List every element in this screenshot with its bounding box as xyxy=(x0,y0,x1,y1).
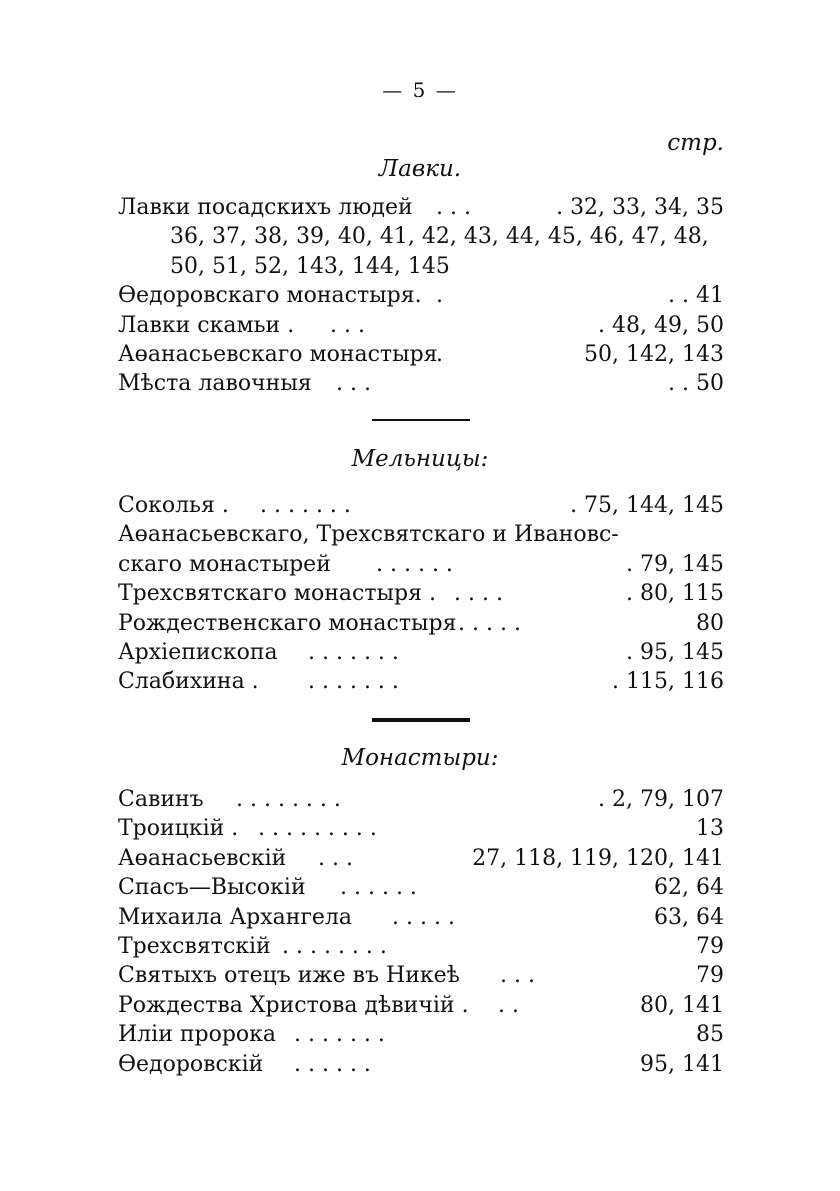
entry-pages: . . 50 xyxy=(668,371,724,397)
entry-pages: 80 xyxy=(696,610,724,636)
section-heading-mills: Мельницы: xyxy=(351,446,489,472)
list-item xyxy=(118,844,724,873)
list-item xyxy=(118,873,724,902)
entry-pages: . 95, 145 xyxy=(626,639,724,665)
section-divider xyxy=(372,718,470,722)
leader-dots: . . . . . . xyxy=(376,551,453,577)
entry-name: Рождества Христова дѣвичій . xyxy=(118,992,469,1018)
leader-dots: . . . xyxy=(500,963,535,989)
list-item xyxy=(118,667,724,696)
leader-dots: . . . xyxy=(318,845,353,871)
page-number: — 5 — xyxy=(382,78,458,102)
list-item xyxy=(118,638,724,667)
list-item xyxy=(118,932,724,961)
entry-pages: 79 xyxy=(696,963,724,989)
section-list-mills xyxy=(118,491,724,697)
entry-pages-continued: 50, 51, 52, 143, 144, 145 xyxy=(170,253,450,279)
entry-name: Лавки посадскихъ людей xyxy=(118,195,413,220)
leader-dots: . xyxy=(436,341,443,367)
entry-pages-continued: 36, 37, 38, 39, 40, 41, 42, 43, 44, 45, 46, 47, 48, xyxy=(170,224,709,250)
entry-name: Трехсвятскій xyxy=(118,933,271,959)
entry-pages: 85 xyxy=(696,1022,724,1048)
leader-dots: . . . xyxy=(330,312,365,338)
leader-dots: . . . . . . . . xyxy=(282,933,387,959)
entry-pages: . . 41 xyxy=(668,283,724,309)
entry-pages: 95, 141 xyxy=(640,1051,724,1077)
list-item xyxy=(118,520,724,549)
leader-dots: . . . xyxy=(336,371,371,397)
leader-dots: . . . . . . xyxy=(294,1051,371,1077)
entry-name: Трехсвятскаго монастыря . xyxy=(118,581,436,607)
list-item xyxy=(118,579,724,608)
list-item xyxy=(118,252,724,281)
leader-dots: . . . . . xyxy=(458,610,521,636)
entry-name: скаго монастырей xyxy=(118,551,331,577)
entry-pages: . 79, 145 xyxy=(626,551,724,577)
list-item xyxy=(118,991,724,1020)
leader-dots: . . . . . . . xyxy=(308,639,399,665)
section-heading-shops: Лавки. xyxy=(378,156,462,182)
entry-pages: . 115, 116 xyxy=(612,669,724,695)
entry-pages: 79 xyxy=(696,933,724,959)
entry-pages: . 2, 79, 107 xyxy=(598,787,724,812)
entry-pages: 27, 118, 119, 120, 141 xyxy=(472,845,724,871)
list-item xyxy=(118,1050,724,1079)
leader-dots: . . . . . . xyxy=(340,875,417,901)
list-item xyxy=(118,609,724,638)
list-item xyxy=(118,1020,724,1049)
leader-dots: . . . . . . . xyxy=(308,669,399,695)
entry-name: Святыхъ отецъ иже въ Никеѣ xyxy=(118,963,460,989)
entry-name: Спасъ—Высокій xyxy=(118,875,306,901)
leader-dots: . xyxy=(436,283,443,309)
list-item xyxy=(118,222,724,251)
entry-pages: . 80, 115 xyxy=(626,581,724,607)
list-item xyxy=(118,491,724,520)
entry-pages: . 48, 49, 50 xyxy=(598,312,724,338)
entry-pages: 13 xyxy=(696,816,724,842)
leader-dots: . . . . . . . . xyxy=(236,787,341,812)
list-item xyxy=(118,340,724,369)
leader-dots: . . . . xyxy=(454,581,503,607)
entry-pages: 63, 64 xyxy=(654,904,724,930)
entry-pages: 80, 141 xyxy=(640,992,724,1018)
leader-dots: . . xyxy=(498,992,519,1018)
entry-name: Аөанасьевскаго монастыря xyxy=(118,341,438,367)
entry-pages: . 75, 144, 145 xyxy=(570,493,724,518)
entry-pages: 50, 142, 143 xyxy=(584,341,724,367)
entry-pages: 62, 64 xyxy=(654,875,724,901)
entry-name: Савинъ xyxy=(118,787,204,812)
entry-name: Аөанасьевскій xyxy=(118,845,287,871)
entry-name: Соколья . xyxy=(118,493,229,518)
section-list-shops xyxy=(118,193,724,399)
list-item xyxy=(118,550,724,579)
entry-pages: . 32, 33, 34, 35 xyxy=(556,195,724,220)
section-divider xyxy=(372,419,470,421)
entry-name: Архіепископа xyxy=(118,639,278,665)
entry-name: Иліи пророка xyxy=(118,1022,277,1048)
leader-dots: . . . . . . . xyxy=(260,493,351,518)
entry-name: Аөанасьевскаго, Трехсвятскаго и Ивановс- xyxy=(118,522,619,548)
entry-name: Өедоровскаго монастыря. xyxy=(118,283,422,309)
entry-name: Мѣста лавочныя xyxy=(118,371,312,397)
list-item xyxy=(118,369,724,398)
section-list-monasteries xyxy=(118,785,724,1079)
list-item xyxy=(118,311,724,340)
leader-dots: . . . . . . . xyxy=(294,1022,385,1048)
leader-dots: . . . xyxy=(436,195,471,220)
leader-dots: . . . . . xyxy=(392,904,455,930)
entry-name: Рождественскаго монастыря xyxy=(118,610,457,636)
list-item xyxy=(118,785,724,814)
list-item xyxy=(118,814,724,843)
entry-name: Михаила Архангела xyxy=(118,904,353,930)
entry-name: Слабихина . xyxy=(118,669,259,695)
leader-dots: . . . . . . . . . xyxy=(258,816,377,842)
list-item xyxy=(118,281,724,310)
list-item xyxy=(118,193,724,222)
page-column-label: стр. xyxy=(667,130,724,156)
list-item xyxy=(118,903,724,932)
list-item xyxy=(118,961,724,990)
entry-name: Өедоровскій xyxy=(118,1051,264,1077)
section-heading-monasteries: Монастыри: xyxy=(341,745,499,771)
entry-name: Троицкій . xyxy=(118,816,239,842)
entry-name: Лавки скамьи . xyxy=(118,312,295,338)
